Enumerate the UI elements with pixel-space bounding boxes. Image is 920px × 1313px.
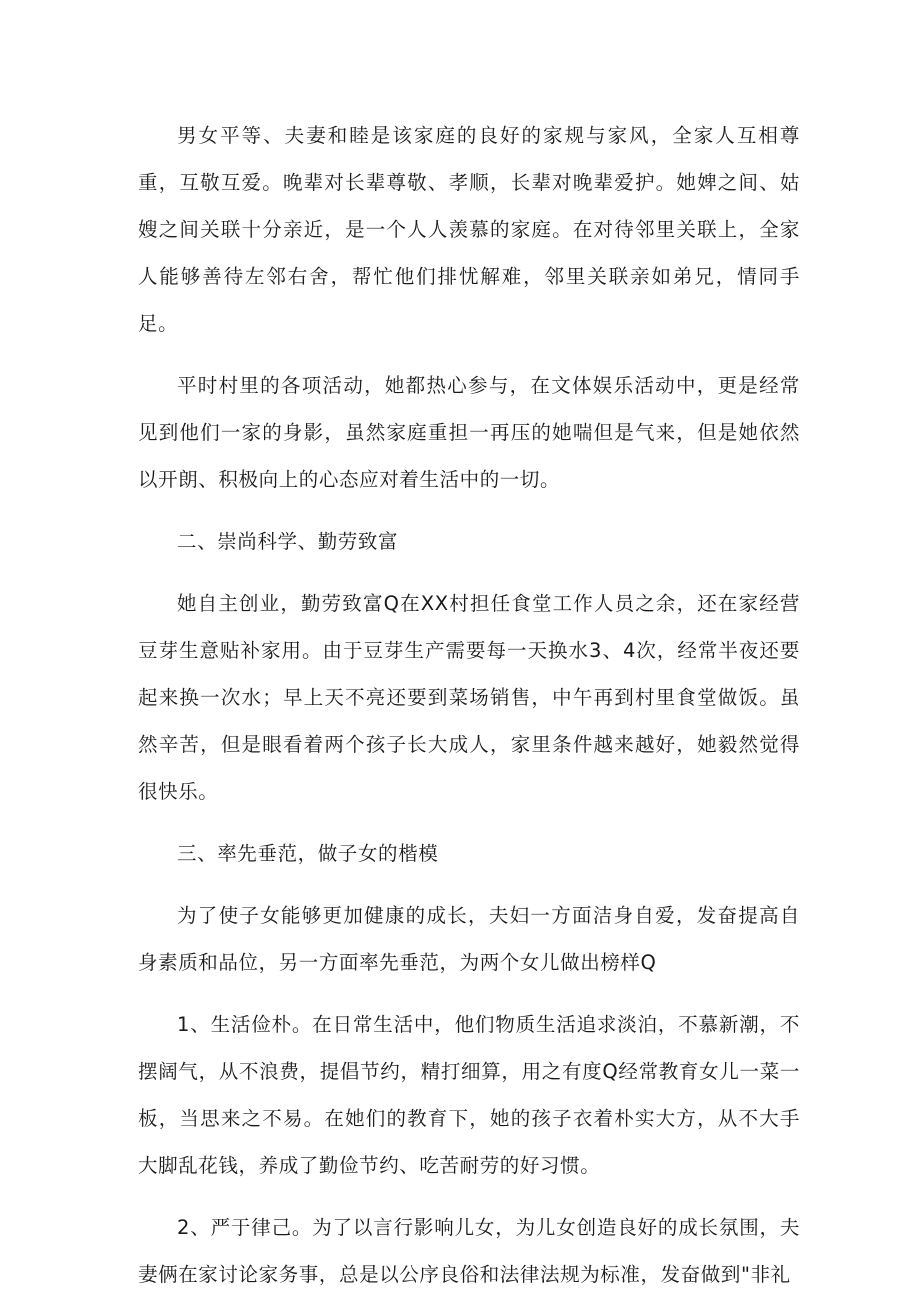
paragraph-healthy-growth: 为了使子女能够更加健康的成长，夫妇一方面洁身自爱，发奋提高自身素质和品位，另一方面率先垂范，为两个女儿做出榜样Q: [138, 904, 800, 974]
section-heading-science-diligence: 二、崇尚科学、勤劳致富: [177, 530, 399, 553]
section-heading-role-model: 三、率先垂范，做子女的楷模: [177, 842, 439, 865]
paragraph-entrepreneurship: 她自主创业，勤劳致富Q在XX村担任食堂工作人员之余，还在家经营豆芽生意贴补家用。由于豆芽生产需要每一天换水3、4次，经常半夜还要起来换一次水；早上天不亮还要到菜场销售，中午再到村里食堂做饭。虽然辛苦，但是眼看着两个孩子长大成人，家里条件越来越好，她毅然觉得很快乐。: [138, 592, 800, 803]
paragraph-self-discipline: 2、严于律己。为了以言行影响儿女，为儿女创造良好的成长氛围，夫妻俩在家讨论家务事，总是以公序良俗和法律法规为标准，发奋做到"非礼: [138, 1216, 800, 1286]
paragraph-family-harmony: 男女平等、夫妻和睦是该家庭的良好的家规与家风，全家人互相尊重，互敬互爱。晚辈对长辈尊敬、孝顺，长辈对晚辈爱护。她婢之间、姑嫂之间关联十分亲近，是一个人人羡慕的家庭。在对待邻里关联上，全家人能够善待左邻右舍，帮忙他们排忧解难，邻里关联亲如弟兄，情同手足。: [138, 124, 800, 335]
document-body: [138, 112, 800, 1313]
paragraph-village-activities: 平时村里的各项活动，她都热心参与，在文体娱乐活动中，更是经常见到他们一家的身影，虽然家庭重担一再压的她喘但是气来，但是她依然以开朗、积极向上的心态应对着生活中的一切。: [138, 374, 800, 491]
paragraph-frugal-life: 1、生活俭朴。在日常生活中，他们物质生活追求淡泊，不慕新潮，不摆阔气，从不浪费，提倡节约，精打细算，用之有度Q经常教育女儿一菜一板，当思来之不易。在她们的教育下，她的孩子衣着朴实大方，从不大手大脚乱花钱，养成了勤俭节约、吃苦耐劳的好习惯。: [138, 1013, 800, 1177]
